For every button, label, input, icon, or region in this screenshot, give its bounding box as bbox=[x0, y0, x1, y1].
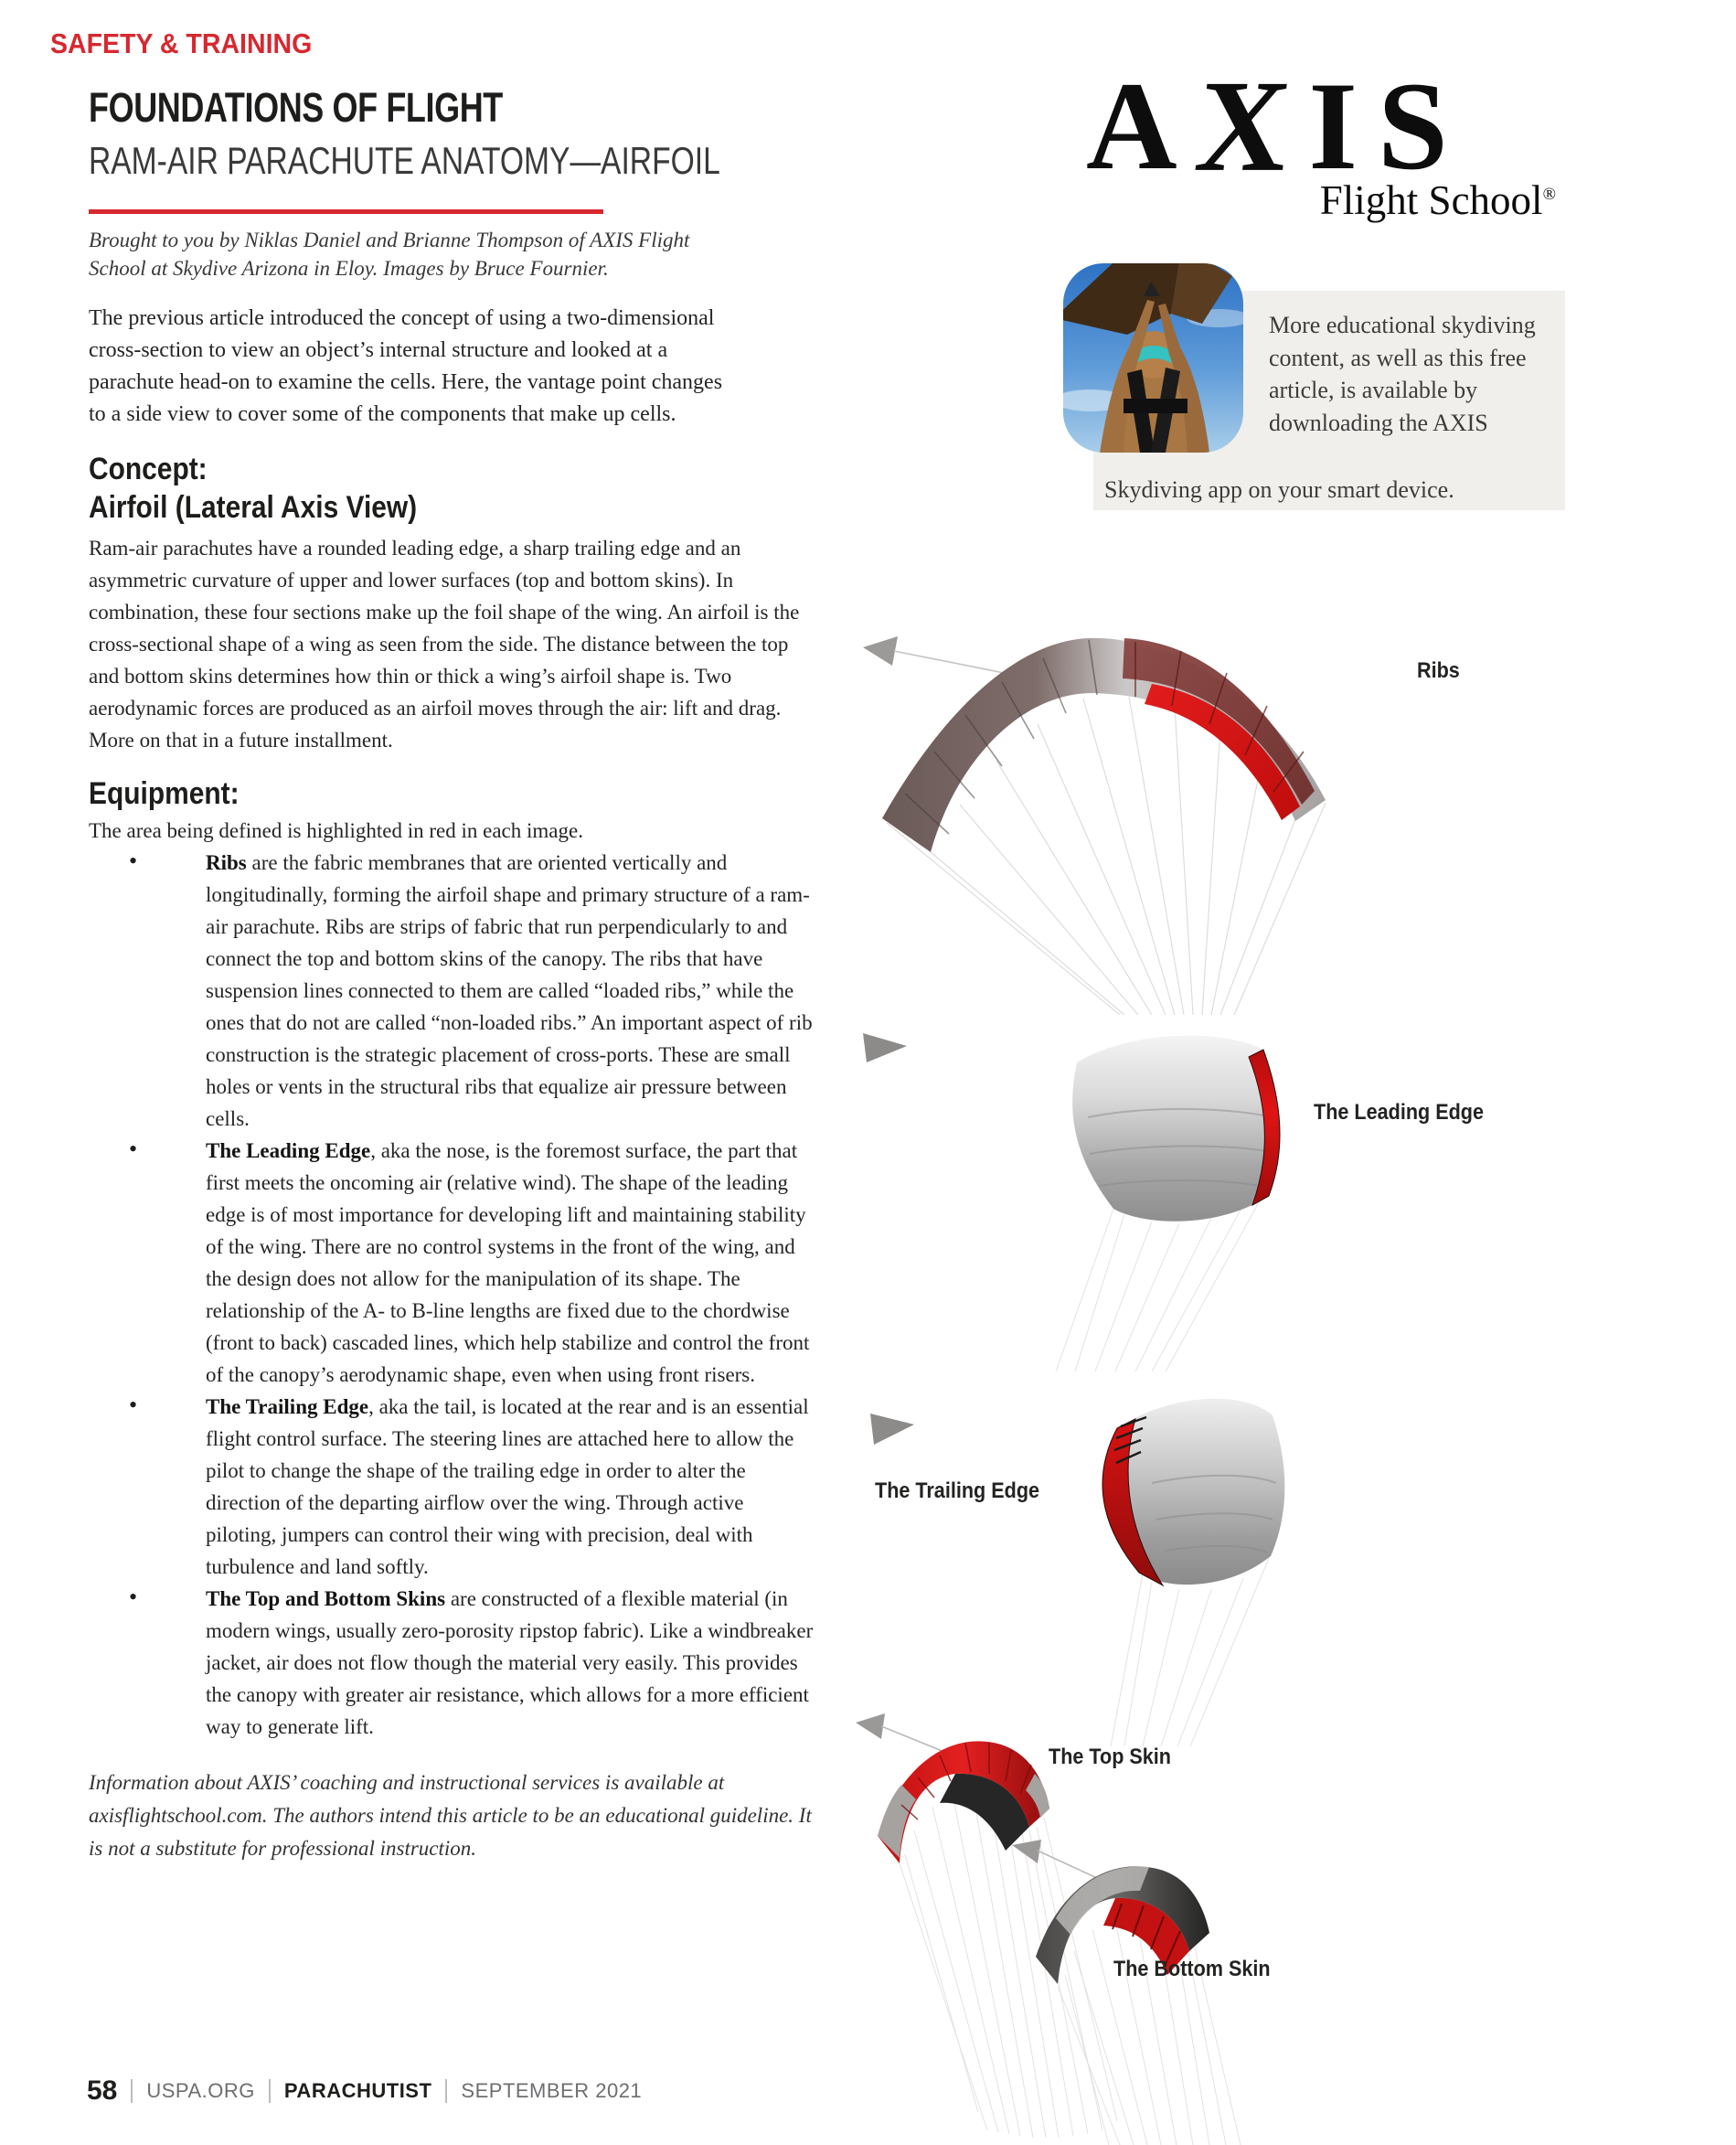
term-top-bottom-skins: The Top and Bottom Skins bbox=[206, 1587, 446, 1610]
bullet-icon: • bbox=[129, 1392, 138, 1418]
axis-flight-school-logo bbox=[1086, 52, 1561, 224]
trailing-edge-figure bbox=[850, 1362, 1362, 1746]
red-divider bbox=[89, 209, 603, 214]
list-item-ribs bbox=[89, 847, 815, 1135]
pilot-chute-icon bbox=[1012, 1840, 1041, 1863]
figure-label-top-skin: The Top Skin bbox=[1049, 1745, 1172, 1769]
figure-label-bottom-skin: The Bottom Skin bbox=[1113, 1957, 1271, 1981]
footer-divider bbox=[445, 2079, 447, 2103]
concept-paragraph: Ram-air parachutes have a rounded leading edge, a sharp trailing edge and an asymmetric curvature of upper and lower surfaces (top and bottom skins). In combination, these four sections make up the foil shape of the wing. An airfoil is the cross-sectional shape of a wing as seen from the side. The distance between the top and bottom skins determines how thin or thick a wing’s airfoil shape is. Two aerodynamic forces are produced as an airfoil moves through the air: lift and drag. More on that in a future installment. bbox=[89, 537, 800, 752]
logo-school-text: Flight School bbox=[1319, 176, 1543, 223]
page-footer bbox=[87, 2076, 642, 2107]
term-top-bottom-skins-text: are constructed of a flexible material (in modern wings, usually zero-porosity ripstop fabric). Like a windbreaker jacket, air does not flow though the material very easily. This provides the canopy with greater air resistance, which allows for a more efficient way to generate lift. bbox=[206, 1587, 814, 1738]
article-body-column bbox=[89, 450, 815, 1865]
suspension-lines bbox=[1058, 1916, 1241, 2145]
intro-paragraph: The previous article introduced the concept of using a two-dimensional cross-section to view an object’s internal structure and looked at a parachute head-on to examine the cells. Here, the vantage point changes to a side view to cover some of the components that make up cells. bbox=[89, 306, 723, 426]
page-number: 58 bbox=[87, 2076, 118, 2106]
canopy-front bbox=[1072, 1035, 1280, 1221]
registered-mark: ® bbox=[1542, 184, 1556, 204]
concept-subheading: Airfoil (Lateral Axis View) bbox=[89, 490, 418, 525]
logo-letter-x: X bbox=[1189, 52, 1316, 199]
closing-note: Information about AXIS’ coaching and instructional services is available at axisflightschool.com. The authors intend this article to be an educational guideline. It is not a substitute for professional instruction. bbox=[89, 1771, 812, 1860]
figure-label-trailing-edge: The Trailing Edge bbox=[875, 1478, 1040, 1503]
footer-divider bbox=[269, 2079, 271, 2103]
equipment-list bbox=[89, 847, 815, 1743]
bottom-skin-figure bbox=[1001, 1838, 1403, 2145]
app-box-text: More educational skydiving content, as well as this free article, is available by downloading the AXIS bbox=[1269, 312, 1536, 436]
footer-divider bbox=[131, 2079, 133, 2103]
term-ribs: Ribs bbox=[206, 851, 247, 874]
pilot-chute-icon bbox=[863, 636, 898, 666]
figure-label-ribs: Ribs bbox=[1417, 658, 1460, 683]
equipment-heading: Equipment: bbox=[89, 776, 240, 811]
leading-edge-figure bbox=[850, 1006, 1362, 1371]
term-trailing-edge: The Trailing Edge bbox=[206, 1395, 369, 1418]
byline: Brought to you by Niklas Daniel and Brianne Thompson of AXIS Flight School at Skydive Arizona in Eloy. Images by Bruce Fournier. bbox=[89, 229, 690, 280]
arrow-icon bbox=[870, 1414, 914, 1445]
term-leading-edge-text: , aka the nose, is the foremost surface, the part that first meets the oncoming air (relative wind). The shape of the leading edge is of most importance for developing lift and maintaining stability of the wing. There are no control systems in the front of the wing, and the design does not allow for the manipulation of its shape. The relationship of the A- to B-line lengths are fixed due to the chordwise (front to back) cascaded lines, which help stabilize and control the front of the canopy’s aerodynamic shape, even when using front risers. bbox=[206, 1139, 810, 1386]
footer-magazine: PARACHUTIST bbox=[283, 2079, 432, 2102]
pilot-chute-icon bbox=[856, 1713, 885, 1739]
term-trailing-edge-text: , aka the tail, is located at the rear and is an essential flight control surface. The steering lines are attached here to allow the pilot to change the shape of the trailing edge in order to alter the direction of the departing airflow over the wing. Through active piloting, jumpers can control their wing with precision, deal with turbulence and land softly. bbox=[206, 1395, 809, 1578]
footer-issue: SEPTEMBER 2021 bbox=[461, 2079, 643, 2102]
logo-letter-a: A bbox=[1086, 56, 1198, 196]
logo-letters-is: IS bbox=[1308, 56, 1468, 196]
equipment-lead: The area being defined is highlighted in red in each image. bbox=[89, 819, 583, 842]
axis-app-icon bbox=[1063, 263, 1243, 453]
bridle-line bbox=[881, 1726, 949, 1754]
section-kicker: SAFETY & TRAINING bbox=[50, 27, 313, 59]
figure-label-leading-edge: The Leading Edge bbox=[1314, 1100, 1485, 1125]
article-subtitle: RAM-AIR PARACHUTE ANATOMY—AIRFOIL bbox=[89, 139, 720, 182]
article-title: FOUNDATIONS OF FLIGHT bbox=[89, 84, 503, 131]
ribs-figure bbox=[850, 585, 1527, 1015]
concept-heading: Concept: bbox=[89, 452, 208, 486]
arrow-icon bbox=[863, 1033, 907, 1062]
footer-site: USPA.ORG bbox=[146, 2079, 255, 2102]
gray-wingtip-left bbox=[878, 1785, 916, 1858]
icon-chest-strap bbox=[1124, 399, 1188, 413]
list-item-trailing-edge bbox=[89, 1391, 815, 1583]
list-item-leading-edge bbox=[89, 1135, 815, 1391]
term-leading-edge: The Leading Edge bbox=[206, 1139, 371, 1162]
logo-wordmark bbox=[1086, 52, 1561, 199]
term-ribs-text: are the fabric membranes that are oriented vertically and longitudinally, forming the airfoil shape and primary structure of a ram-air parachute. Ribs are strips of fabric that run perpendicularly to and connect the top and bottom skins of the canopy. The ribs that have suspension lines connected to them are called “loaded ribs,” while the ones that do not are called “non-loaded ribs.” An important aspect of rib construction is the strategic placement of cross-ports. These are small holes or vents in the structural ribs that equalize air pressure between cells. bbox=[206, 851, 813, 1130]
suspension-lines bbox=[1056, 1194, 1263, 1371]
bullet-icon: • bbox=[129, 1584, 138, 1610]
list-item-top-bottom-skins bbox=[89, 1583, 815, 1743]
bullet-icon: • bbox=[129, 848, 138, 874]
app-box-text-tail: Skydiving app on your smart device. bbox=[1104, 476, 1454, 503]
bullet-icon: • bbox=[129, 1136, 138, 1162]
